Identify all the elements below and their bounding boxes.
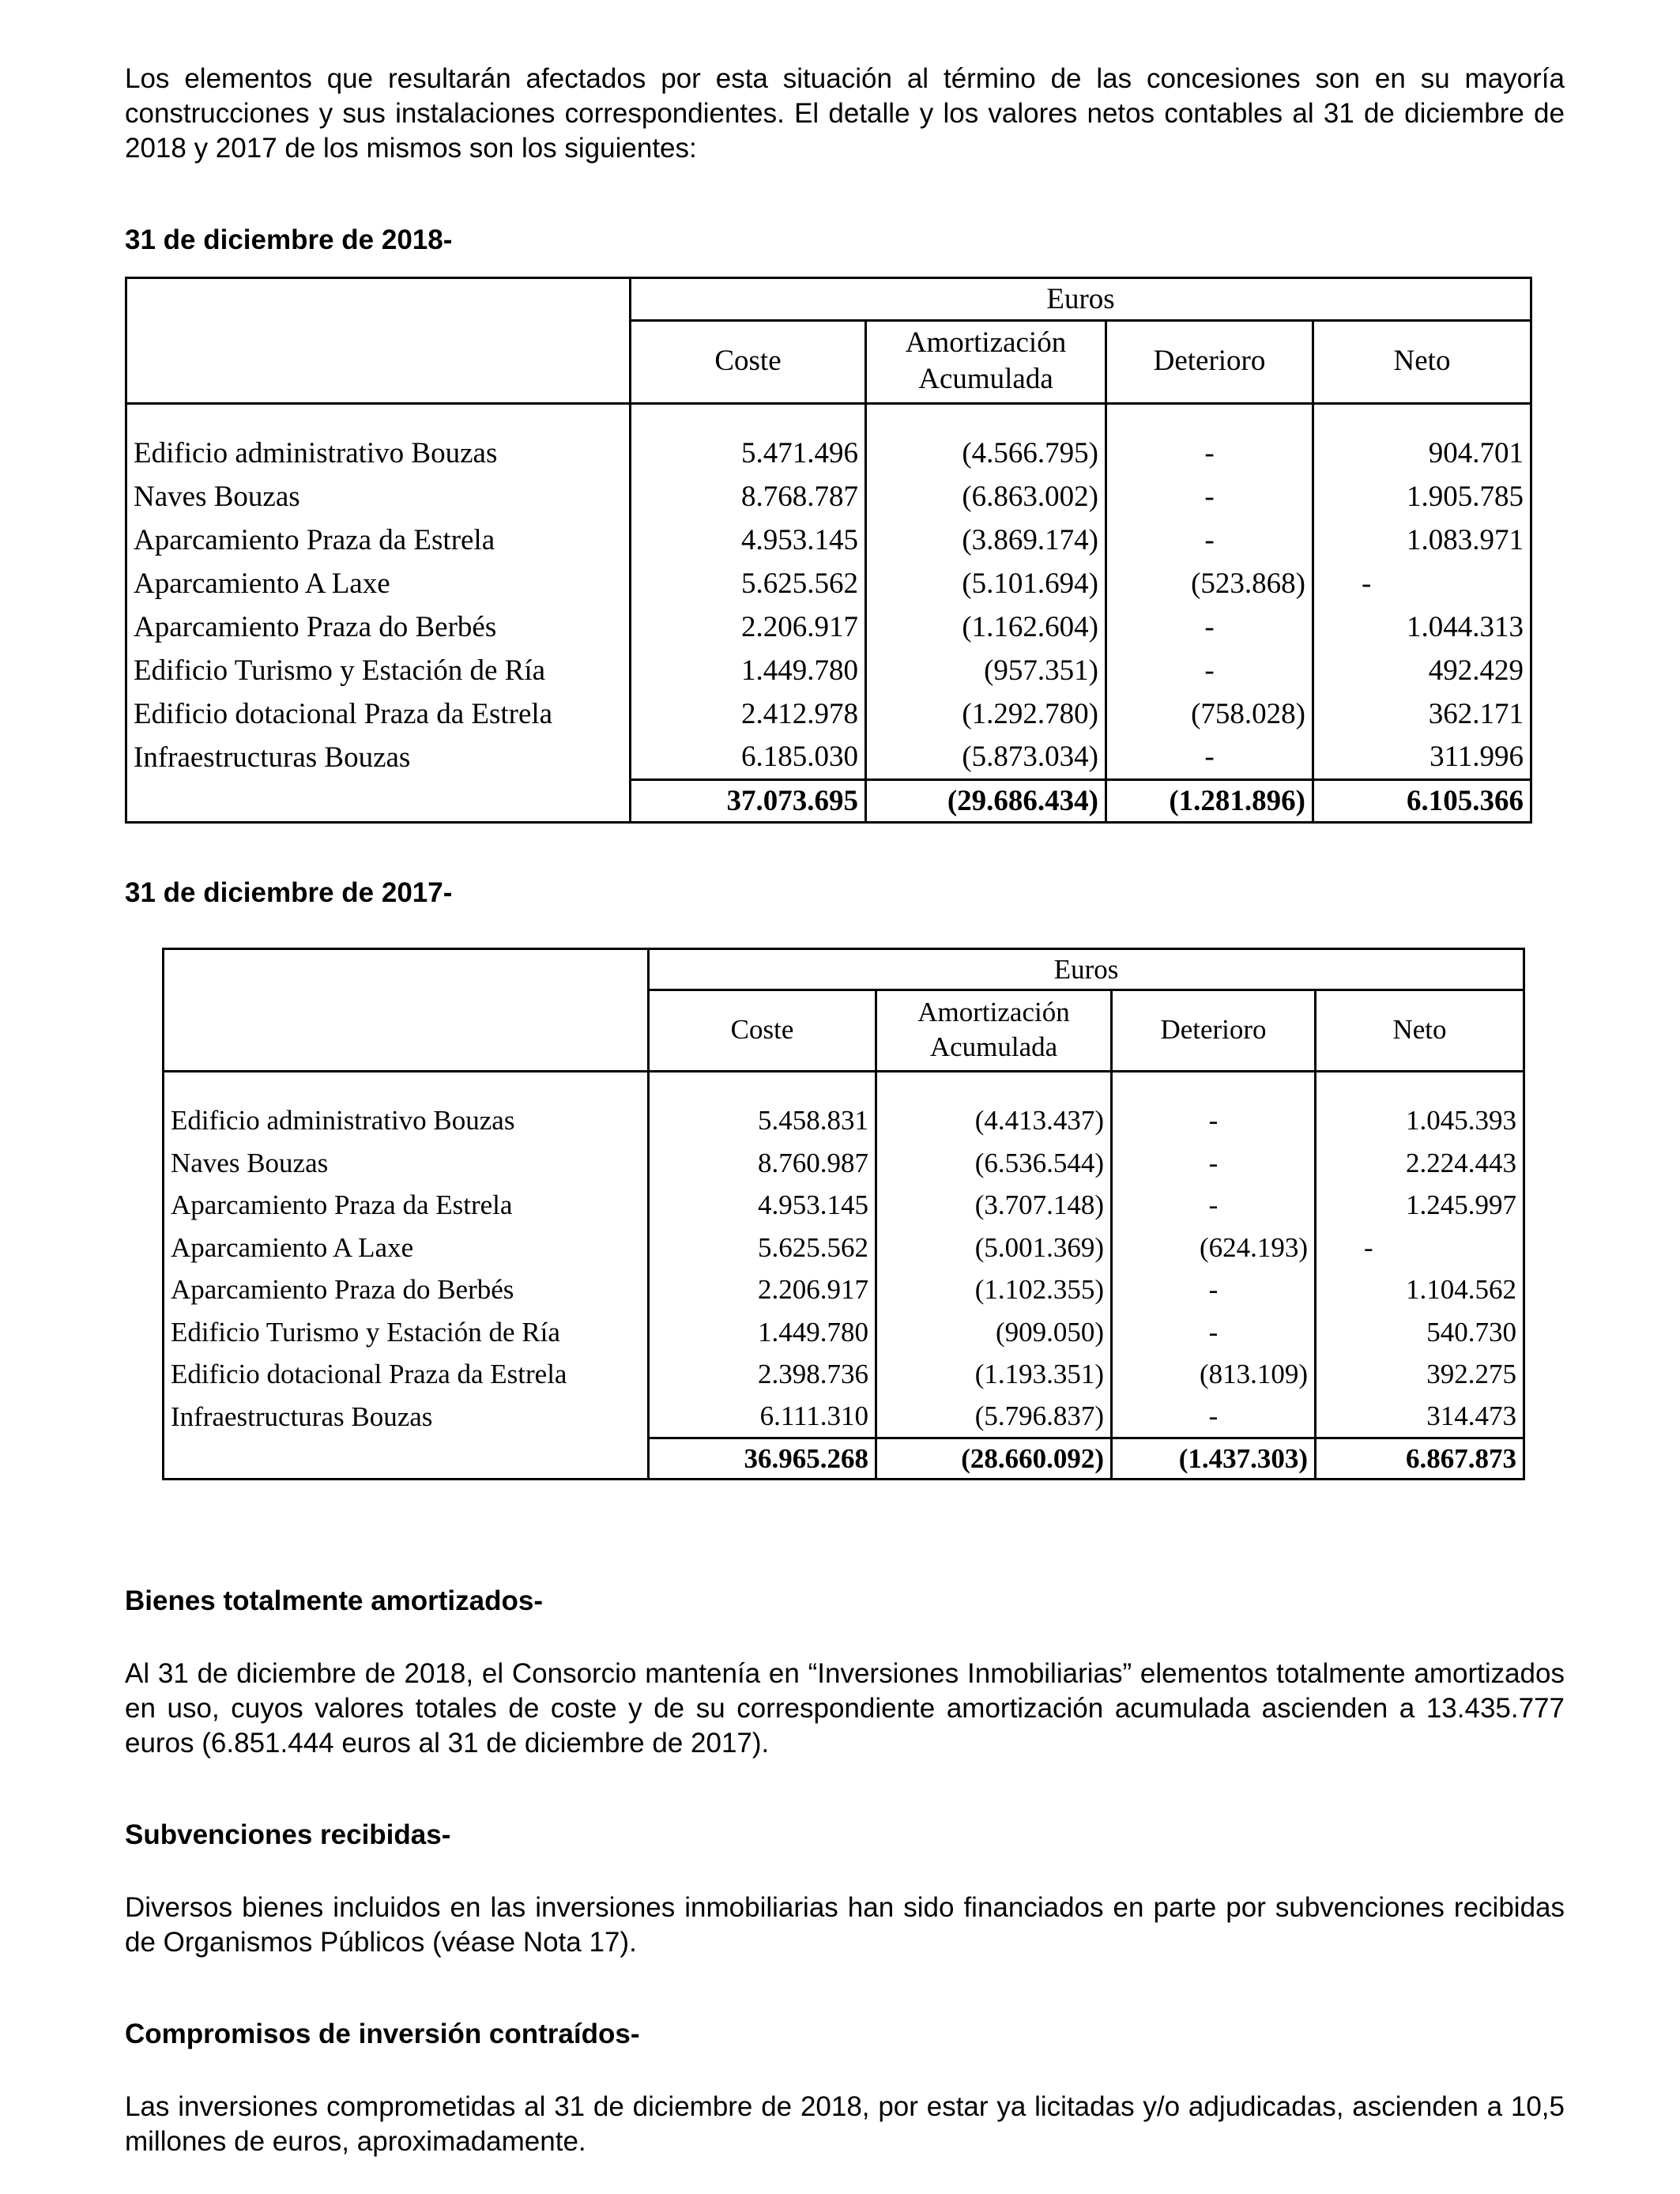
table-row — [164, 1311, 1524, 1354]
cell-amortizacion: (3.707.148) — [876, 1185, 1112, 1227]
cell-deterioro: - — [1112, 1142, 1316, 1185]
table-row — [126, 606, 1531, 650]
cell-coste: 4.953.145 — [631, 519, 866, 563]
header-amortizacion: Amortización Acumulada — [866, 321, 1106, 401]
cell-neto: - — [1313, 563, 1531, 606]
cell-deterioro: - — [1106, 519, 1313, 563]
row-label: Edificio Turismo y Estación de Ría — [164, 1311, 649, 1354]
header-coste: Coste — [649, 990, 876, 1069]
cell-coste: 8.768.787 — [631, 476, 866, 519]
total-coste: 36.965.268 — [649, 1438, 876, 1480]
cell-neto: 904.701 — [1313, 432, 1531, 476]
table-row — [126, 563, 1531, 606]
cell-coste: 2.412.978 — [631, 693, 866, 737]
row-label: Edificio dotacional Praza da Estrela — [126, 693, 631, 737]
table-row — [126, 432, 1531, 476]
row-label: Aparcamiento Praza do Berbés — [164, 1269, 649, 1312]
total-neto: 6.867.873 — [1316, 1438, 1524, 1480]
cell-amortizacion: (5.101.694) — [866, 563, 1106, 606]
cell-deterioro: - — [1112, 1100, 1316, 1143]
cell-coste: 5.471.496 — [631, 432, 866, 476]
cell-neto: - — [1316, 1227, 1524, 1269]
cell-neto: 1.905.785 — [1313, 476, 1531, 519]
cell-neto: 1.245.997 — [1316, 1185, 1524, 1227]
table-2017-title: 31 de diciembre de 2017- — [125, 877, 453, 908]
cell-neto: 362.171 — [1313, 693, 1531, 737]
row-label: Aparcamiento Praza da Estrela — [126, 519, 631, 563]
cell-neto: 392.275 — [1316, 1354, 1524, 1397]
cell-amortizacion: (957.351) — [866, 650, 1106, 693]
row-label: Infraestructuras Bouzas — [126, 737, 631, 780]
cell-neto: 2.224.443 — [1316, 1142, 1524, 1185]
cell-coste: 6.185.030 — [631, 737, 866, 780]
cell-deterioro: - — [1106, 432, 1313, 476]
cell-deterioro: - — [1112, 1396, 1316, 1438]
cell-coste: 8.760.987 — [649, 1142, 876, 1185]
table-row-total — [126, 780, 1531, 823]
cell-deterioro: - — [1106, 606, 1313, 650]
header-deterioro: Deterioro — [1112, 990, 1316, 1069]
cell-neto: 1.044.313 — [1313, 606, 1531, 650]
cell-deterioro: - — [1106, 476, 1313, 519]
total-deterioro: (1.281.896) — [1106, 780, 1313, 823]
table-row — [164, 1142, 1524, 1185]
header-blank — [126, 278, 631, 401]
cell-coste: 2.206.917 — [631, 606, 866, 650]
table-row — [164, 1354, 1524, 1397]
row-label: Infraestructuras Bouzas — [164, 1396, 649, 1438]
total-neto: 6.105.366 — [1313, 780, 1531, 823]
table-row-total — [164, 1438, 1524, 1480]
cell-amortizacion: (1.193.351) — [876, 1354, 1112, 1397]
cell-coste: 5.625.562 — [631, 563, 866, 606]
section-text-amortizados: Al 31 de diciembre de 2018, el Consorcio mantenía en “Inversiones Inmobiliarias” elementos totalmente amortizados en uso, cuyos valores totales de coste y de su correspondiente amortización acumulada ascienden a 13.435.777 euros (6.851.444 euros al 31 de diciembre de 2017). — [125, 1658, 1565, 1759]
table-row — [164, 1269, 1524, 1312]
cell-amortizacion: (909.050) — [876, 1311, 1112, 1354]
row-label: Naves Bouzas — [126, 476, 631, 519]
header-amortizacion: Amortización Acumulada — [876, 990, 1112, 1069]
row-label: Naves Bouzas — [164, 1142, 649, 1185]
cell-neto: 314.473 — [1316, 1396, 1524, 1438]
cell-amortizacion: (4.413.437) — [876, 1100, 1112, 1143]
table-2018-title: 31 de diciembre de 2018- — [125, 224, 453, 255]
cell-coste: 5.625.562 — [649, 1227, 876, 1269]
row-label: Aparcamiento Praza do Berbés — [126, 606, 631, 650]
header-coste: Coste — [631, 321, 866, 401]
row-label: Edificio administrativo Bouzas — [164, 1100, 649, 1143]
cell-amortizacion: (5.796.837) — [876, 1396, 1112, 1438]
cell-coste: 2.398.736 — [649, 1354, 876, 1397]
cell-amortizacion: (5.873.034) — [866, 737, 1106, 780]
cell-deterioro: - — [1106, 650, 1313, 693]
cell-neto: 540.730 — [1316, 1311, 1524, 1354]
table-row — [164, 1396, 1524, 1438]
cell-coste: 4.953.145 — [649, 1185, 876, 1227]
cell-amortizacion: (1.162.604) — [866, 606, 1106, 650]
header-euros: Euros — [631, 278, 1531, 321]
cell-coste: 5.458.831 — [649, 1100, 876, 1143]
cell-amortizacion: (1.292.780) — [866, 693, 1106, 737]
section-text-subvenciones: Diversos bienes incluidos en las inversiones inmobiliarias han sido financiados en parte por subvenciones recibidas de Organismos Públicos (véase Nota 17). — [125, 1892, 1565, 1958]
cell-amortizacion: (3.869.174) — [866, 519, 1106, 563]
table-2017 — [162, 948, 1525, 1480]
table-row — [164, 1185, 1524, 1227]
row-label: Aparcamiento A Laxe — [164, 1227, 649, 1269]
table-row — [126, 519, 1531, 563]
cell-coste: 1.449.780 — [649, 1311, 876, 1354]
cell-deterioro: - — [1112, 1269, 1316, 1312]
cell-amortizacion: (6.536.544) — [876, 1142, 1112, 1185]
cell-deterioro: (758.028) — [1106, 693, 1313, 737]
header-blank — [164, 949, 649, 1069]
row-label: Aparcamiento Praza da Estrela — [164, 1185, 649, 1227]
section-text-compromisos: Las inversiones comprometidas al 31 de diciembre de 2018, por estar ya licitadas y/o adjudicadas, ascienden a 10,5 millones de euros, aproximadamente. — [125, 2091, 1565, 2157]
cell-coste: 2.206.917 — [649, 1269, 876, 1312]
cell-amortizacion: (1.102.355) — [876, 1269, 1112, 1312]
total-amortizacion: (29.686.434) — [866, 780, 1106, 823]
cell-deterioro: (813.109) — [1112, 1354, 1316, 1397]
row-label: Edificio Turismo y Estación de Ría — [126, 650, 631, 693]
cell-neto: 1.104.562 — [1316, 1269, 1524, 1312]
section-heading-amortizados: Bienes totalmente amortizados- — [125, 1585, 543, 1616]
cell-neto: 1.083.971 — [1313, 519, 1531, 563]
total-amortizacion: (28.660.092) — [876, 1438, 1112, 1480]
table-row — [126, 737, 1531, 780]
section-heading-subvenciones: Subvenciones recibidas- — [125, 1819, 451, 1850]
table-row — [126, 650, 1531, 693]
cell-coste: 6.111.310 — [649, 1396, 876, 1438]
cell-deterioro: - — [1106, 737, 1313, 780]
table-row — [164, 1227, 1524, 1269]
cell-neto: 492.429 — [1313, 650, 1531, 693]
cell-neto: 1.045.393 — [1316, 1100, 1524, 1143]
section-heading-compromisos: Compromisos de inversión contraídos- — [125, 2019, 640, 2049]
table-row — [164, 1100, 1524, 1143]
table-2018 — [125, 277, 1532, 824]
cell-coste: 1.449.780 — [631, 650, 866, 693]
intro-paragraph: Los elementos que resultarán afectados por esta situación al término de las concesiones son en su mayoría construcciones y sus instalaciones correspondientes. El detalle y los valores netos contables al 31 de diciembre de 2018 y 2017 de los mismos son los siguientes: — [125, 63, 1565, 164]
cell-amortizacion: (4.566.795) — [866, 432, 1106, 476]
cell-neto: 311.996 — [1313, 737, 1531, 780]
row-label: Edificio administrativo Bouzas — [126, 432, 631, 476]
cell-deterioro: - — [1112, 1185, 1316, 1227]
cell-deterioro: (624.193) — [1112, 1227, 1316, 1269]
table-row — [126, 693, 1531, 737]
header-deterioro: Deterioro — [1106, 321, 1313, 401]
cell-amortizacion: (6.863.002) — [866, 476, 1106, 519]
cell-deterioro: - — [1112, 1311, 1316, 1354]
total-deterioro: (1.437.303) — [1112, 1438, 1316, 1480]
cell-deterioro: (523.868) — [1106, 563, 1313, 606]
cell-amortizacion: (5.001.369) — [876, 1227, 1112, 1269]
header-neto: Neto — [1313, 321, 1531, 401]
table-row — [126, 476, 1531, 519]
header-euros: Euros — [649, 949, 1524, 990]
header-neto: Neto — [1316, 990, 1524, 1069]
row-label: Aparcamiento A Laxe — [126, 563, 631, 606]
total-coste: 37.073.695 — [631, 780, 866, 823]
row-label: Edificio dotacional Praza da Estrela — [164, 1354, 649, 1397]
